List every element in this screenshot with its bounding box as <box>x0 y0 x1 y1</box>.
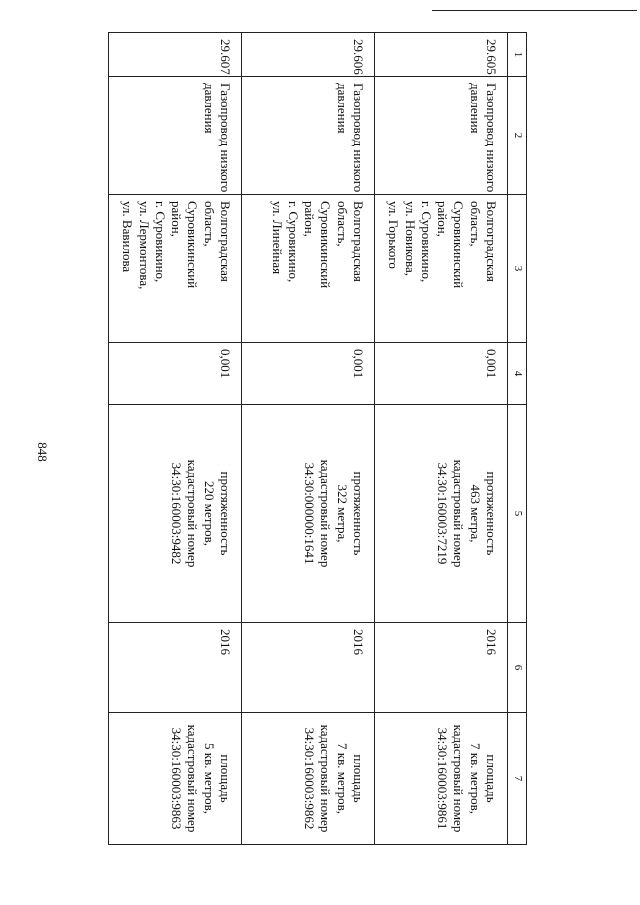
cell-area-line: 34:30:160003:9861 <box>435 727 451 830</box>
cell-name-line: Газопровод низкого <box>351 83 366 193</box>
property-table <box>108 32 527 845</box>
cell-area-line: 34:30:160003:9862 <box>302 727 318 830</box>
cell-address-line: ул. Горького <box>386 201 402 269</box>
top-rule <box>432 10 637 11</box>
cell-area-line: кадастровый номер <box>451 724 467 833</box>
rotated-table <box>112 32 527 844</box>
cell-area-line: 5 кв. метров, <box>201 743 217 814</box>
col-header-5: 5 <box>508 405 527 623</box>
cell-area-line: площадь <box>218 754 233 803</box>
cell-area-line: 7 кв. метров, <box>334 743 350 814</box>
cell-num: 29.607 <box>109 33 242 77</box>
cell-address-line: Волгоградская <box>218 201 233 282</box>
cell-address-line: район, <box>302 201 318 237</box>
cell-name-line: Газопровод низкого <box>484 83 499 193</box>
cell-address-line: область, <box>201 201 217 247</box>
cell-address <box>109 195 242 343</box>
cell-year: 2016 <box>109 623 242 713</box>
cell-value: 0,001 <box>109 343 242 405</box>
cell-address-line: область, <box>334 201 350 247</box>
col-header-4: 4 <box>508 343 527 405</box>
cell-area-line: 34:30:160003:9863 <box>169 727 185 830</box>
cell-address-line: Суровикинский <box>185 201 201 289</box>
header-row <box>508 33 527 845</box>
cell-length-line: 34:30:160003:7219 <box>435 462 451 565</box>
cell-address-line: г. Суровикино, <box>153 201 168 283</box>
cell-address-line: ул. Лермонтова, <box>136 201 152 290</box>
cell-length-line: 463 метра, <box>467 484 483 543</box>
cell-length-line: 34:30:000000:1641 <box>302 462 318 565</box>
table-body <box>109 33 508 845</box>
cell-num: 29.605 <box>375 33 508 77</box>
table-row <box>242 33 375 845</box>
cell-address-line: г. Суровикино, <box>419 201 434 283</box>
col-header-6: 6 <box>508 623 527 713</box>
cell-area-line: 7 кв. метров, <box>467 743 483 814</box>
cell-address-line: Суровикинский <box>451 201 467 289</box>
cell-address-line: район, <box>435 201 451 237</box>
cell-year: 2016 <box>242 623 375 713</box>
cell-year: 2016 <box>375 623 508 713</box>
col-header-3: 3 <box>508 195 527 343</box>
cell-length-line: кадастровый номер <box>185 459 201 568</box>
cell-name-line: Газопровод низкого <box>218 83 233 193</box>
cell-name <box>242 77 375 195</box>
cell-address-line: Волгоградская <box>484 201 499 282</box>
cell-area <box>242 713 375 845</box>
cell-address <box>375 195 508 343</box>
cell-name-line: давления <box>334 83 350 134</box>
cell-length-line: 34:30:160003:9482 <box>169 462 185 565</box>
cell-name-line: давления <box>201 83 217 134</box>
cell-value: 0,001 <box>242 343 375 405</box>
cell-length <box>109 405 242 623</box>
cell-name-line: давления <box>467 83 483 134</box>
cell-length-line: протяженность <box>351 471 366 556</box>
col-header-1: 1 <box>508 33 527 77</box>
cell-length-line: 322 метра, <box>334 484 350 543</box>
cell-length-line: протяженность <box>484 471 499 556</box>
cell-address-line: область, <box>467 201 483 247</box>
cell-length-line: кадастровый номер <box>318 459 334 568</box>
cell-address-line: ул. Вавилова <box>120 201 136 273</box>
cell-address-line: ул. Новикова, <box>402 201 418 277</box>
cell-area <box>109 713 242 845</box>
cell-address-line: Суровикинский <box>318 201 334 289</box>
cell-area-line: площадь <box>484 754 499 803</box>
cell-num: 29.606 <box>242 33 375 77</box>
col-header-2: 2 <box>508 77 527 195</box>
cell-length <box>375 405 508 623</box>
cell-area-line: кадастровый номер <box>185 724 201 833</box>
cell-name <box>109 77 242 195</box>
cell-address-line: район, <box>169 201 185 237</box>
cell-address-line: г. Суровикино, <box>286 201 301 283</box>
cell-address-line: Волгоградская <box>351 201 366 282</box>
cell-area-line: кадастровый номер <box>318 724 334 833</box>
cell-length-line: 220 метров, <box>201 481 217 546</box>
cell-address <box>242 195 375 343</box>
table-row <box>109 33 242 845</box>
table-row <box>375 33 508 845</box>
cell-area <box>375 713 508 845</box>
cell-length-line: кадастровый номер <box>451 459 467 568</box>
page-number: 848 <box>35 442 50 462</box>
cell-length-line: протяженность <box>218 471 233 556</box>
col-header-7: 7 <box>508 713 527 845</box>
cell-length <box>242 405 375 623</box>
cell-area-line: площадь <box>351 754 366 803</box>
table-container <box>112 32 527 844</box>
cell-address-line: ул. Линейная <box>269 201 285 275</box>
cell-name <box>375 77 508 195</box>
cell-value: 0,001 <box>375 343 508 405</box>
